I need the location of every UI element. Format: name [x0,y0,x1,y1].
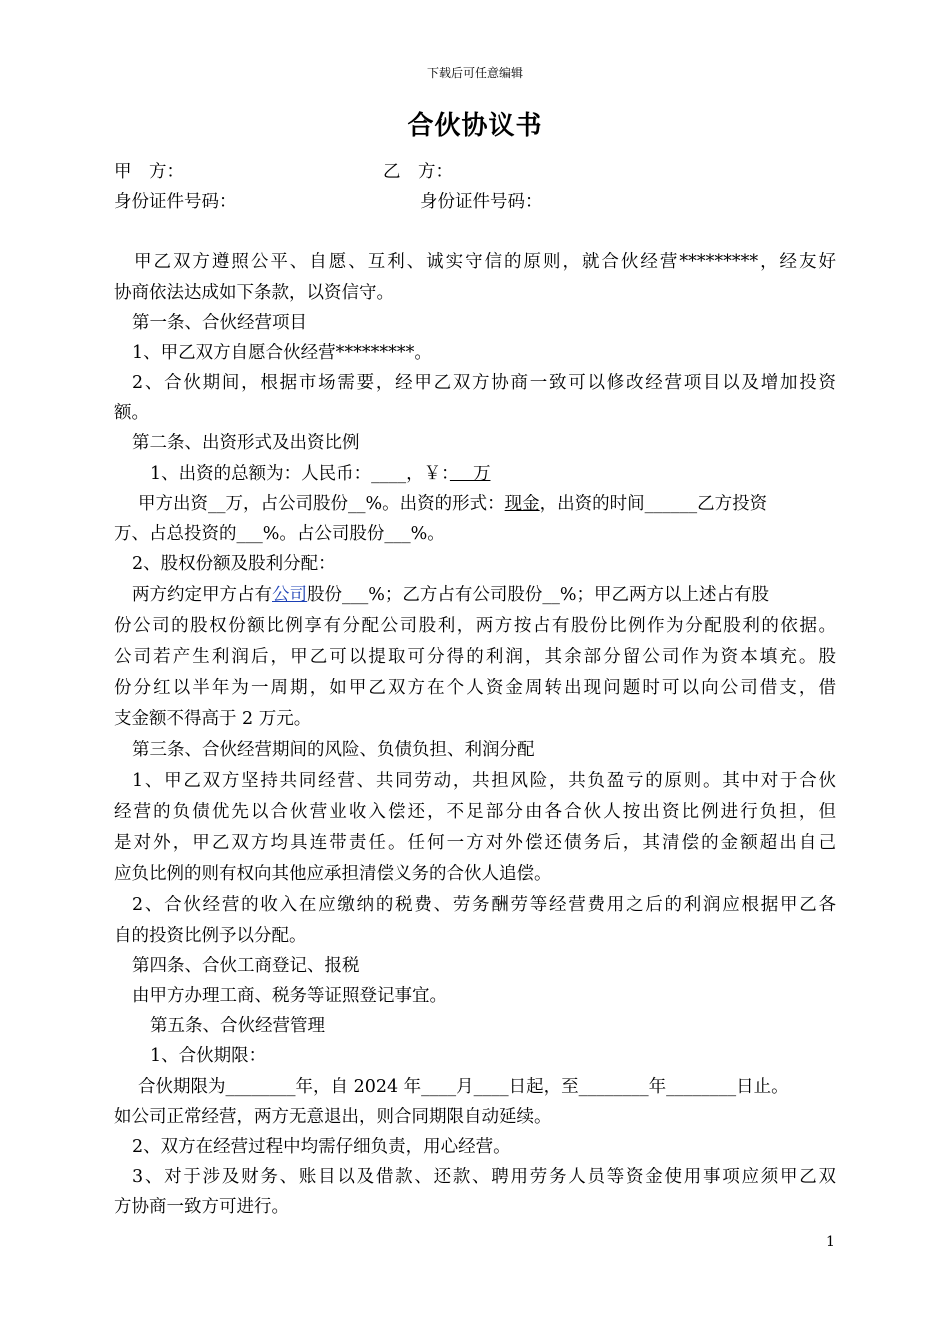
blank-field: ________ [666,1077,737,1097]
blank-field: ____ [473,1077,509,1097]
document-title: 合伙协议书 [407,111,543,141]
term-line: 合伙期限为________年，自 2024 年____月____日起，至________年________日止。 [138,1077,789,1097]
paragraph-line: 公司若产生利润后，甲乙可以提取可分得的利润，其余部分留公司作为资本填充。股 [114,647,836,667]
capital-total-line: 1、出资的总额为：人民币：____，￥： 万 [150,464,491,484]
blank-field: ________ [225,1077,296,1097]
paragraph-line: 应负比例的则有权向其他应承担清偿义务的合伙人追偿。 [114,864,552,884]
blank-field: __ [208,494,226,514]
clause-line: 2、合伙期间，根据市场需要，经甲乙双方协商一致可以修改经营项目以及增加投资 [132,373,836,393]
blank-field: ____ [421,1077,457,1097]
party-a-label: 甲 方： [114,162,184,182]
article-heading: 第五条、合伙经营管理 [150,1016,325,1036]
article-heading: 第四条、合伙工商登记、报税 [132,956,360,976]
blank-field: ________ [578,1077,649,1097]
blank-field: __ [348,494,366,514]
blank-field: ___ [236,524,263,544]
clause-line: 由甲方办理工商、税务等证照登记事宜。 [132,986,447,1006]
clause-line: 额。 [114,403,149,423]
capital-contribution-line: 甲方出资__万，占公司股份__%。出资的形式：现金，出资的时间______乙方投资 [138,494,768,514]
clause-line: 3、对于涉及财务、账目以及借款、还款、聘用劳务人员等资金使用事项应须甲乙双 [132,1167,836,1187]
blank-field: 万 [449,464,491,484]
id-b-label: 身份证件号码： [420,192,543,212]
paragraph-line: 协商依法达成如下条款，以资信守。 [114,283,394,303]
party-b-label: 乙 方： [383,162,453,182]
article-heading: 第三条、合伙经营期间的风险、负债负担、利润分配 [132,740,535,760]
article-heading: 第一条、合伙经营项目 [132,313,307,333]
capital-share-line: 万、占总投资的___%。占公司股份___%。 [114,524,445,544]
clause-line: 1、甲乙双方自愿合伙经营*********。 [132,343,432,363]
clause-line: 1、合伙期限： [150,1046,267,1066]
paragraph-line: 是对外，甲乙双方均具连带责任。任何一方对外偿还债务后，其清偿的金额超出自己 [114,833,836,853]
cash-label: 现金 [504,494,540,514]
paragraph-line: 甲乙双方遵照公平、自愿、互利、诚实守信的原则，就合伙经营*********，经友好 [134,252,836,272]
blank-field: __ [542,585,560,605]
party-line [114,157,836,188]
paragraph-line: 如公司正常经营，两方无意退出，则合同期限自动延续。 [114,1107,552,1127]
clause-line: 2、股权份额及股利分配： [132,554,336,574]
blank-field: ___ [342,585,369,605]
paragraph-line: 份公司的股权份额比例享有分配公司股利，两方按占有股份比例作为分配股利的依据。 [114,616,836,636]
blank-field: ____ [371,464,407,484]
paragraph-line: 自的投资比例予以分配。 [114,926,307,946]
paragraph-line: 方协商一致方可进行。 [114,1197,289,1217]
blank-field: ______ [644,494,698,514]
clause-line: 2、双方在经营过程中均需仔细负责，用心经营。 [132,1137,511,1157]
clause-line: 1、甲乙双方坚持共同经营、共同劳动，共担风险，共负盈亏的原则。其中对于合伙 [132,771,836,791]
page-header: 下载后可任意编辑 [426,66,523,80]
share-agreement-line: 两方约定甲方占有公司股份___%；乙方占有公司股份__%；甲乙两方以上述占有股 [132,585,770,605]
paragraph-line: 支金额不得高于 2 万元。 [114,709,312,729]
clause-line: 2、合伙经营的收入在应缴纳的税费、劳务酬劳等经营费用之后的利润应根据甲乙各 [132,895,836,915]
id-line [114,187,836,218]
paragraph-line: 经营的负债优先以合伙营业收入偿还，不足部分由各合伙人按出资比例进行负担，但 [114,802,836,822]
blank-field: ___ [384,524,411,544]
article-heading: 第二条、出资形式及出资比例 [132,433,360,453]
paragraph-line: 份分红以半年为一周期，如甲乙双方在个人资金周转出现问题时可以向公司借支，借 [114,678,836,698]
page-number: 1 [826,1234,835,1250]
id-a-label: 身份证件号码： [114,192,237,212]
company-link[interactable]: 公司 [272,585,307,605]
